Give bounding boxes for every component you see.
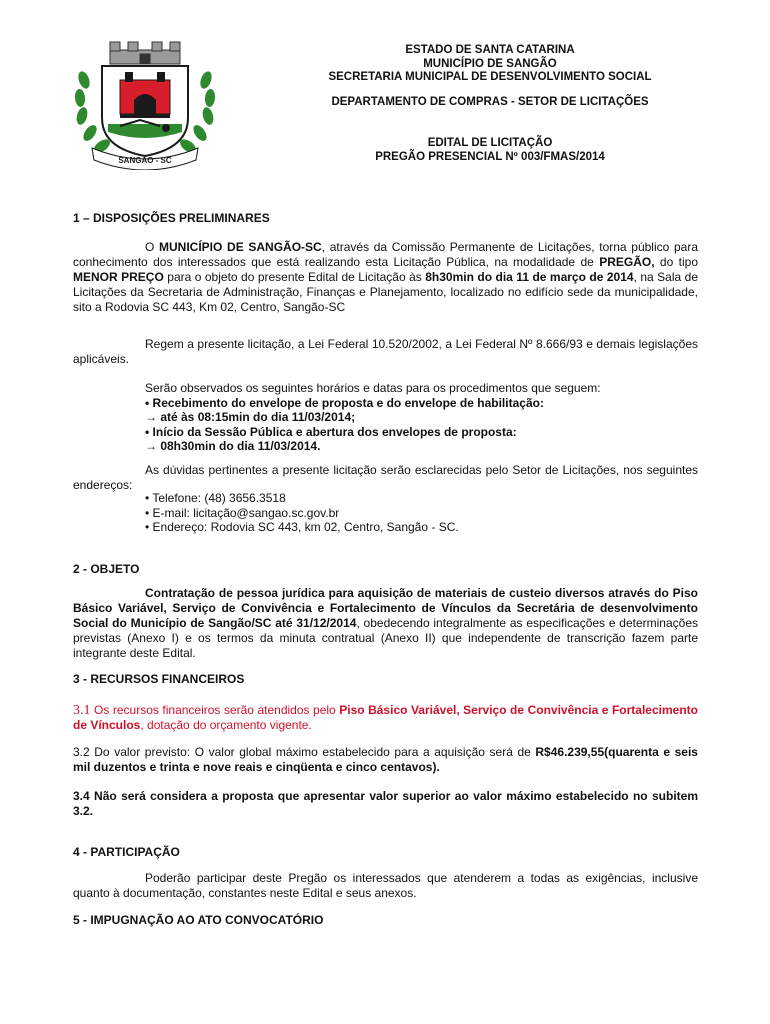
ribbon-text: SANGÃO - SC <box>118 156 172 165</box>
section-4-paragraph: Poderão participar deste Pregão os interessados que atenderem a todas as exigências, inclusive quanto à documentação, constantes neste Edital e seus anexos. <box>73 871 698 900</box>
section-3-1-paragraph <box>73 703 698 733</box>
text-span: , obedecendo integralmente as especificações e determinações previstas (Anexo I) e os termos da minuta contratual (Anexo II) que independente de transcrição fazem parte integrante deste Edital. <box>73 616 698 660</box>
section-5-title: 5 - IMPUGNAÇÃO AO ATO CONVOCATÓRIO <box>73 913 324 927</box>
bid-type: MENOR PREÇO <box>73 270 164 284</box>
section-3-2-paragraph <box>73 745 698 775</box>
municipality-name: MUNICÍPIO DE SANGÃO-SC <box>159 240 322 254</box>
section-1-paragraph-3: As dúvidas pertinentes a presente licitação serão esclarecidas pelo Setor de Licitações, nos seguintes endereços: <box>73 463 698 492</box>
contact-address: • Endereço: Rodovia SC 443, km 02, Centro, Sangão - SC. <box>145 520 459 534</box>
header-secretariat: SECRETARIA MUNICIPAL DE DESENVOLVIMENTO SOCIAL <box>328 71 652 83</box>
header-department: DEPARTAMENTO DE COMPRAS - SETOR DE LICITAÇÕES <box>331 96 649 108</box>
contact-email: • E-mail: licitação@sangao.sc.gov.br <box>145 505 340 520</box>
edital-title <box>290 137 690 164</box>
text-span: 3.2 Do valor previsto: O valor global máximo estabelecido para a aquisição será de <box>73 745 536 759</box>
header-municipality: MUNICÍPIO DE SANGÃO <box>423 57 557 70</box>
contact-list <box>145 491 705 535</box>
schedule-intro: Serão observados os seguintes horários e datas para os procedimentos que seguem: <box>145 381 601 395</box>
pregao-number: PREGÃO PRESENCIAL Nº 003/FMAS/2014 <box>375 150 605 163</box>
letterhead <box>290 44 690 85</box>
section-4-title: 4 - PARTICIPAÇÃO <box>73 845 180 859</box>
contact-phone: • Telefone: (48) 3656.3518 <box>145 491 286 505</box>
section-1-paragraph-2: Regem a presente licitação, a Lei Federal 10.520/2002, a Lei Federal Nº 8.666/93 e demais legislações aplicáveis. <box>73 337 698 366</box>
section-3-title: 3 - RECURSOS FINANCEIROS <box>73 672 245 686</box>
text-span: para o objeto do presente Edital de Licitação às <box>163 270 426 284</box>
edital-heading: EDITAL DE LICITAÇÃO <box>427 137 553 149</box>
schedule-item: • Início da Sessão Pública e abertura dos envelopes de proposta: <box>145 424 517 439</box>
schedule-item: → 08h30min do dia 11/03/2014. <box>145 439 321 453</box>
text-span: , dotação do orçamento vigente. <box>140 718 312 732</box>
funding-program: Piso Básico Variável, Serviço de Convivência e Fortalecimento de Vínculos <box>73 703 698 732</box>
municipal-coat-of-arms-icon <box>70 40 220 170</box>
modality: PREGÃO, <box>599 255 655 269</box>
mural-crown <box>110 42 180 64</box>
session-date: 8h30min do dia 11 de março de 2014 <box>425 270 634 284</box>
text-span: Os recursos financeiros serão atendidos pelo <box>90 703 340 717</box>
schedule-item: → até às 08:15min do dia 11/03/2014; <box>145 410 356 424</box>
schedule-item: • Recebimento do envelope de proposta e do envelope de habilitação: <box>145 395 544 410</box>
section-2-paragraph <box>73 586 698 661</box>
section-3-4-paragraph: 3.4 Não será considera a proposta que apresentar valor superior ao valor máximo estabelecido no subitem 3.2. <box>73 789 698 818</box>
text-span: O <box>145 240 160 254</box>
text-span: , na Sala de Licitações da Secretaria de Administração, Finanças e Planejamento, localizado no edifício sede da municipalidade, sito a Rodovia SC 443, Km 02, Centro, Sangão-SC <box>73 270 698 314</box>
text-span: , através da Comissão Permanente de Licitações, torna público para conhecimento dos interessados que está realizando esta Licitação Pública, na modalidade de <box>73 240 699 269</box>
maximum-value: R$46.239,55(quarenta e seis mil duzentos e trinta e nove reais e cinqüenta e cinco centavos). <box>73 745 698 774</box>
object-description: Contratação de pessoa jurídica para aquisição de materiais de custeio diversos através do Piso Básico Variável, Serviço de Convivência e Fortalecimento de Vínculos da Secretária de desenvolvimento Social do Município de Sangão/SC até 31/12/2014 <box>73 586 698 630</box>
text-span: do tipo <box>654 255 698 269</box>
section-1-title: 1 – DISPOSIÇÕES PRELIMINARES <box>73 211 270 225</box>
header-state: ESTADO DE SANTA CATARINA <box>405 44 575 56</box>
item-number: 3.1 <box>73 703 91 718</box>
section-2-title: 2 - OBJETO <box>73 562 140 576</box>
schedule-list <box>145 381 705 454</box>
section-1-paragraph-1 <box>73 240 698 315</box>
